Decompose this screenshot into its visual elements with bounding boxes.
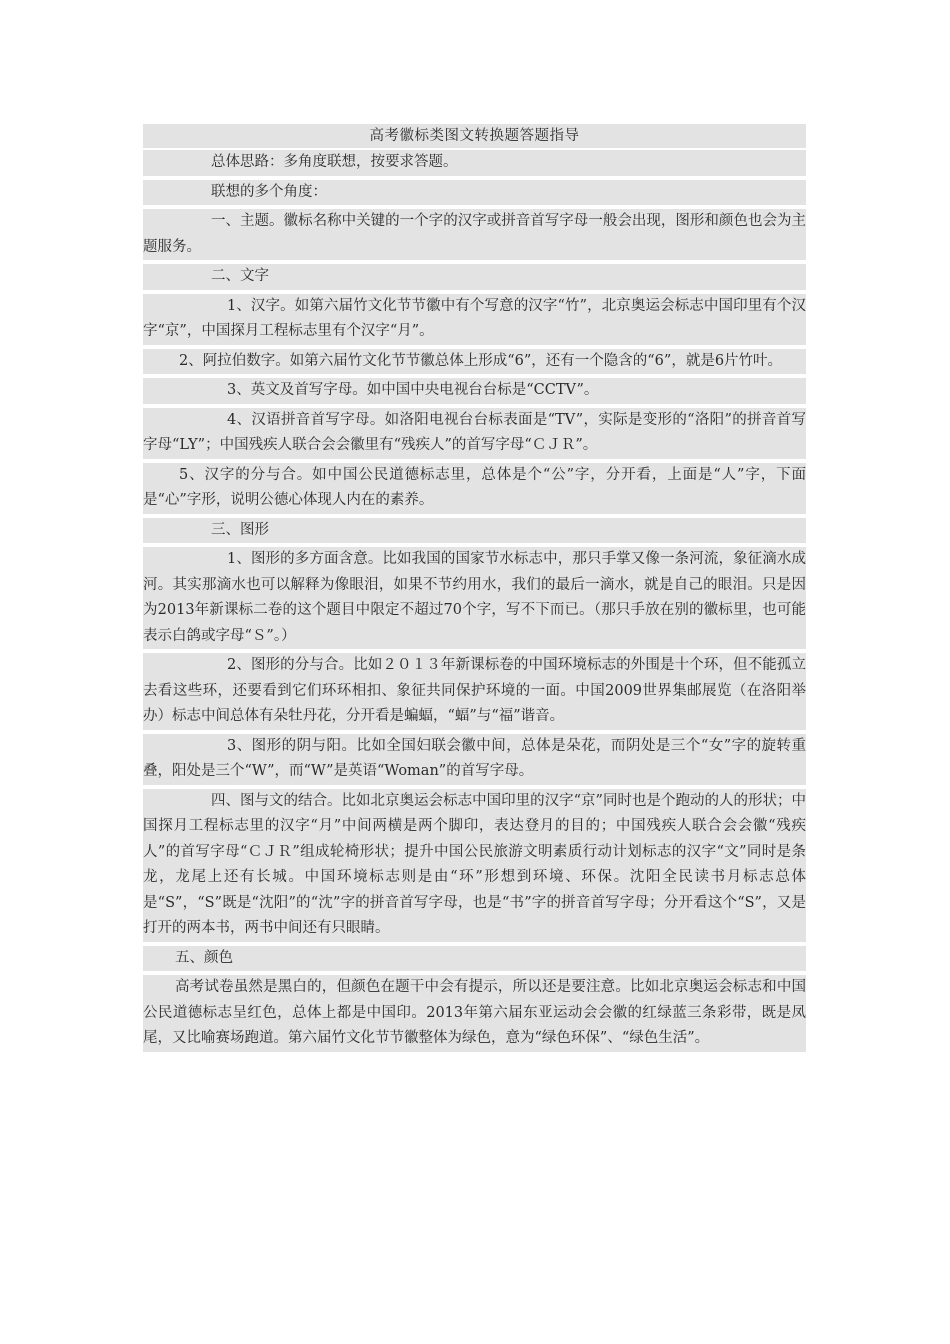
document-title: 高考徽标类图文转换题答题指导 (143, 124, 806, 148)
section-heading-color: 五、颜色 (143, 946, 806, 972)
paragraph-overall-approach: 总体思路：多角度联想，按要求答题。 (143, 150, 806, 176)
paragraph-arabic-numerals: 2、阿拉伯数字。如第六届竹文化节节徽总体上形成“6”，还有一个隐含的“6”，就是6片竹叶。 (143, 349, 806, 375)
document-body (143, 124, 806, 1056)
paragraph-theme: 一、主题。徽标名称中关键的一个字的汉字或拼音首写字母一般会出现，图形和颜色也会为主题服务。 (143, 209, 806, 260)
paragraph-graphic-meanings: 1、图形的多方面含意。比如我国的国家节水标志中，那只手掌又像一条河流，象征滴水成河。其实那滴水也可以解释为像眼泪，如果不节约用水，我们的最后一滴水，就是自己的眼泪。只是因为2013年新课标二卷的这个题目中限定不超过70个字，写不下而已。（那只手放在别的徽标里，也可能表示白鸽或字母“Ｓ”。） (143, 547, 806, 649)
paragraph-chinese-characters: 1、汉字。如第六届竹文化节节徽中有个写意的汉字“竹”，北京奥运会标志中国印里有个汉字“京”，中国探月工程标志里有个汉字“月”。 (143, 294, 806, 345)
paragraph-english-letters: 3、英文及首写字母。如中国中央电视台台标是“CCTV”。 (143, 378, 806, 404)
paragraph-angles-heading: 联想的多个角度： (143, 180, 806, 206)
section-heading-graphics: 三、图形 (143, 518, 806, 544)
paragraph-pinyin-initials: 4、汉语拼音首写字母。如洛阳电视台台标表面是“TV”，实际是变形的“洛阳”的拼音首写字母“LY”；中国残疾人联合会会徽里有“残疾人”的首写字母“ＣＪＲ”。 (143, 408, 806, 459)
paragraph-image-text-combination: 四、图与文的结合。比如北京奥运会标志中国印里的汉字“京”同时也是个跑动的人的形状；中国探月工程标志里的汉字“月”中间两横是两个脚印，表达登月的目的；中国残疾人联合会会徽“残疾人”的首写字母“ＣＪＲ”组成轮椅形状；提升中国公民旅游文明素质行动计划标志的汉字“文”同时是条龙，龙尾上还有长城。中国环境标志则是由“环”形想到环境、环保。沈阳全民读书月标志总体是“S”，“S”既是“沈阳”的“沈”字的拼音首写字母，也是“书”字的拼音首写字母；分开看这个“S”，又是打开的两本书，两书中间还有只眼睛。 (143, 789, 806, 942)
paragraph-graphic-yin-yang: 3、图形的阴与阳。比如全国妇联会徽中间，总体是朵花，而阴处是三个“女”字的旋转重叠，阳处是三个“W”，而“W”是英语“Woman”的首写字母。 (143, 734, 806, 785)
section-heading-text: 二、文字 (143, 264, 806, 290)
paragraph-character-split: 5、汉字的分与合。如中国公民道德标志里，总体是个“公”字，分开看，上面是“人”字，下面是“心”字形，说明公德心体现人内在的素养。 (143, 463, 806, 514)
paragraph-color: 高考试卷虽然是黑白的，但颜色在题干中会有提示，所以还是要注意。比如北京奥运会标志和中国公民道德标志呈红色，总体上都是中国印。2013年第六届东亚运动会会徽的红绿蓝三条彩带，既是凤尾，又比喻赛场跑道。第六届竹文化节节徽整体为绿色，意为“绿色环保”、“绿色生活”。 (143, 975, 806, 1052)
paragraph-graphic-split: 2、图形的分与合。比如２０１３年新课标卷的中国环境标志的外围是十个环，但不能孤立去看这些环，还要看到它们环环相扣、象征共同保护环境的一面。中国2009世界集邮展览（在洛阳举办）标志中间总体有朵牡丹花，分开看是蝙蝠，“蝠”与“福”谐音。 (143, 653, 806, 730)
